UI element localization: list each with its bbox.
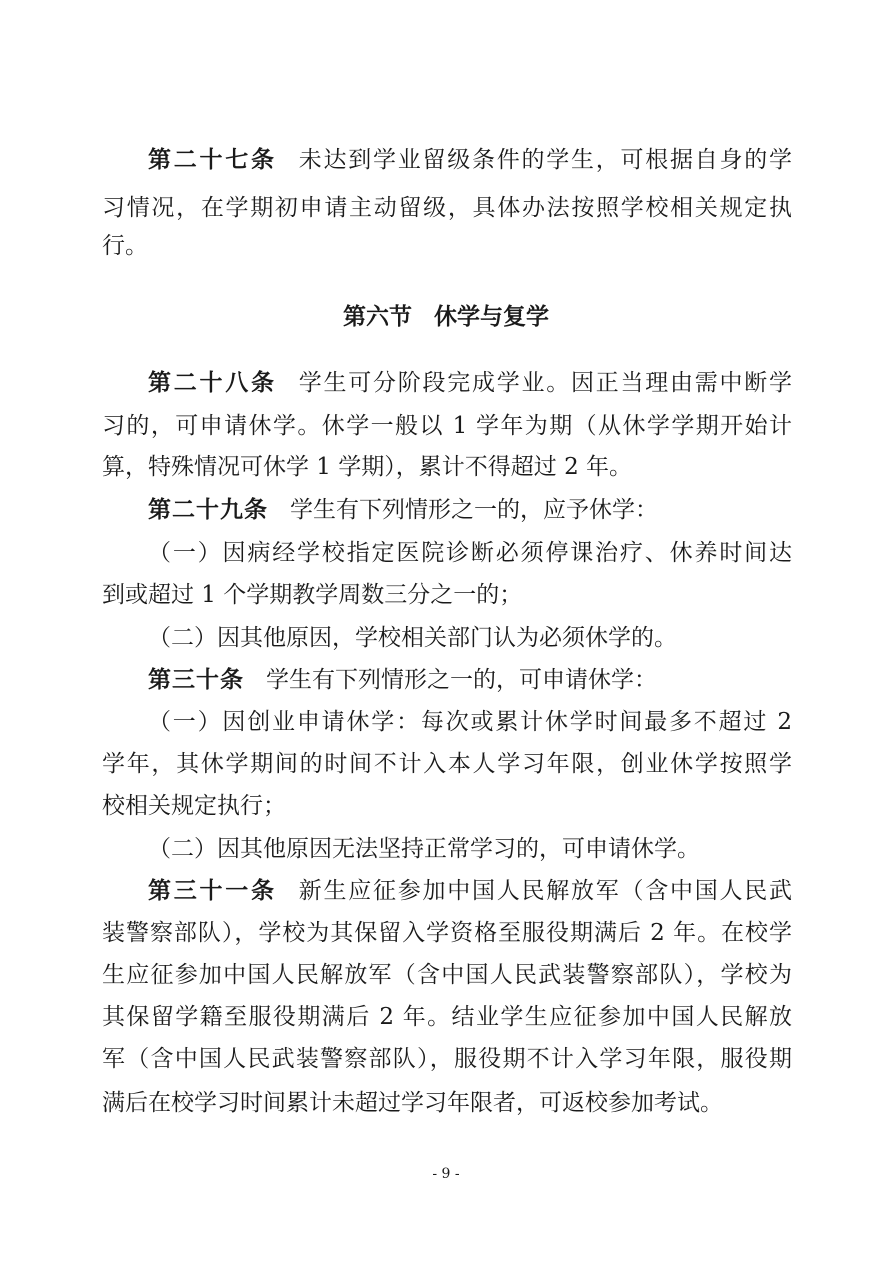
article-30-text-1: 学生有下列情形之一的，可申请休学： [266,667,657,693]
article-31-title: 第三十一条 [148,878,277,904]
article-28-line-3: 算，特殊情况可休学 1 学期），累计不得超过 2 年。 [102,454,633,480]
article-31-line-1 [148,876,792,906]
article-29-text-1: 学生有下列情形之一的，应予休学： [290,497,658,523]
article-31-line-4: 其保留学籍至服役期满后 2 年。结业学生应征参加中国人民解放 [102,1004,792,1030]
article-31-line-6: 满后在校学习时间累计未超过学习年限者，可返校参加考试。 [102,1090,723,1116]
article-27-text-1: 未达到学业留级条件的学生，可根据自身的学 [298,147,792,173]
article-30-item-1-line-1: （一）因创业申请休学：每次或累计休学时间最多不超过 2 [148,709,792,735]
article-29-item-1-line-1: （一）因病经学校指定医院诊断必须停课治疗、休养时间达 [148,540,792,566]
article-28-line-2: 习的，可申请休学。休学一般以 1 学年为期（从休学学期开始计 [102,413,792,439]
page-number: - 9 - [432,1166,460,1182]
article-27-title: 第二十七条 [148,147,277,173]
article-29-item-2: （二）因其他原因，学校相关部门认为必须休学的。 [148,625,677,651]
article-30-line-1 [148,665,792,695]
article-29-line-1 [148,495,792,525]
article-28-line-1 [148,368,792,398]
section-name: 休学与复学 [434,304,549,330]
article-31-line-2: 装警察部队），学校为其保留入学资格至服役期满后 2 年。在校学 [102,920,792,946]
article-30-item-1-line-3: 校相关规定执行； [102,793,286,819]
article-29-item-1-line-2: 到或超过 1 个学期教学周数三分之一的； [102,582,523,608]
article-27-line-1 [148,145,792,175]
article-31-line-5: 军（含中国人民武装警察部队），服役期不计入学习年限，服役期 [102,1046,792,1072]
article-27-line-2: 习情况，在学期初申请主动留级，具体办法按照学校相关规定执 [102,195,792,221]
article-31-text-1: 新生应征参加中国人民解放军（含中国人民武 [298,878,792,904]
article-30-item-1-line-2: 学年，其休学期间的时间不计入本人学习年限，创业休学按照学 [102,751,792,777]
article-29-title: 第二十九条 [148,497,268,523]
article-31-line-3: 生应征参加中国人民解放军（含中国人民武装警察部队），学校为 [102,962,792,988]
article-28-text-1: 学生可分阶段完成学业。因正当理由需中断学 [298,370,792,396]
article-27-line-3: 行。 [102,233,148,259]
article-28-title: 第二十八条 [148,370,277,396]
section-title [0,302,892,332]
article-30-title: 第三十条 [148,667,244,693]
article-30-item-2: （二）因其他原因无法坚持正常学习的，可申请休学。 [148,836,700,862]
section-number: 第六节 [343,304,412,330]
